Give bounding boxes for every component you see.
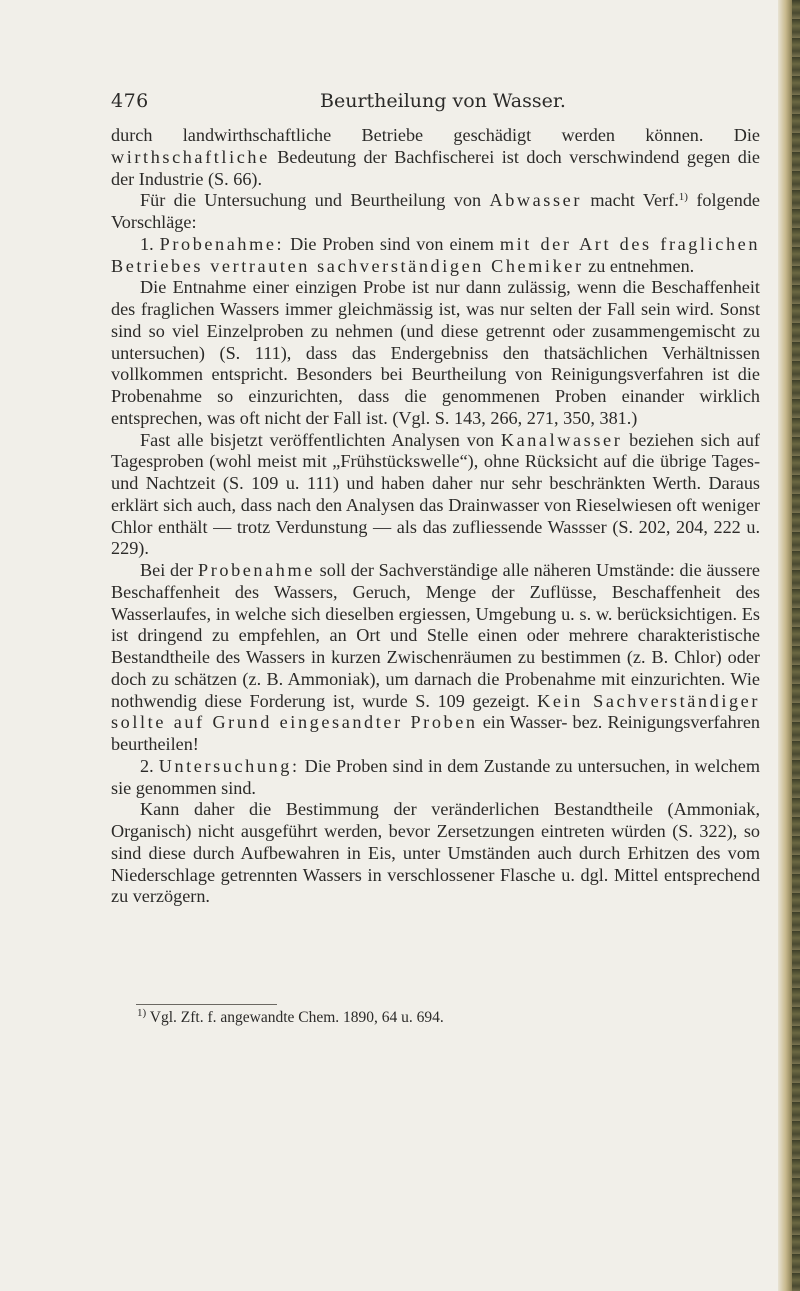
spaced-emphasis: wirthschaftliche [111, 146, 270, 167]
paragraph-1: durch landwirthschaftliche Betriebe geschädigt werden können. Die wirthschaftliche Bedeutung der Bachfischerei ist doch verschwindend gegen die der Industrie (S. 66). [111, 125, 760, 189]
section-heading: Probenahme: [159, 233, 285, 254]
page-header [0, 90, 770, 116]
paragraph-5: Fast alle bisjetzt veröffentlichten Analysen von Kanalwasser beziehen sich auf Tagesproben (wohl meist mit „Frühstückswelle“), ohne Rücksicht auf die übrige Tages- und Nachtzeit (S. 109 u. 111) und haben daher nur sehr beschränkten Werth. Daraus erklärt sich auch, dass nach den Analysen das Drainwasser von Rieselwiesen oft weniger Chlor enthält — trotz Verdunstung — als das zufliessende Wassser (S. 202, 204, 222 u. 229). [111, 429, 760, 559]
spaced-emphasis: Kanalwasser [500, 429, 623, 450]
paragraph-6: Bei der Probenahme soll der Sachverständige alle näheren Umstände: die äussere Beschaffenheit des Wassers, Geruch, Menge der Zuflüsse, Beschaffenheit des Wasserlaufes, in welche sich dieselben ergiessen, Umgebung u. s. w. berücksichtigen. Es ist dringend zu empfehlen, an Ort und Stelle einen oder mehrere charakteristische Bestandtheile des Wassers in kurzen Zwischenräumen zu bestimmen (z. B. Chlor) oder doch zu schätzen (z. B. Ammoniak), um darnach die Probenahme mit einzurichten. Wie nothwendig diese Forderung ist, wurde S. 109 gezeigt. Kein Sachverständiger sollte auf Grund eingesandter Proben ein Wasser- bez. Reinigungsverfahren beurtheilen! [111, 560, 760, 754]
footnote [137, 1008, 757, 1028]
footnote-reference: 1) [678, 191, 688, 204]
body-text [111, 125, 760, 908]
footnote-text: Vgl. Zft. f. angewandte Chem. 1890, 64 u. 694. [146, 1009, 444, 1026]
page-number: 476 [111, 90, 149, 112]
running-title: Beurtheilung von Wasser. [320, 90, 566, 112]
paragraph-3: 1. Probenahme: Die Proben sind von einem mit der Art des fraglichen Betriebes vertrauten sachverständigen Chemiker zu entnehmen. [111, 233, 761, 276]
spaced-emphasis: Abwasser [489, 190, 582, 211]
footnote-divider [136, 1004, 277, 1005]
page-edge-binding [778, 0, 800, 1291]
footnote-marker: 1) [137, 1007, 147, 1019]
paragraph-7: 2. Untersuchung: Die Proben sind in dem Zustande zu untersuchen, in welchem sie genommen sind. [111, 755, 760, 798]
spaced-emphasis: Kein Sachverständiger sollte auf Grund eingesandter Proben [111, 690, 760, 733]
spaced-emphasis: Probenahme [198, 560, 315, 580]
spaced-emphasis: mit der Art des fraglichen Betriebes vertrauten sachverständigen Chemiker [111, 233, 761, 276]
paragraph-8: Kann daher die Bestimmung der veränderlichen Bestandtheile (Ammoniak, Organisch) nicht ausgeführt werden, bevor Zersetzungen eintreten würden (S. 322), so sind diese durch Aufbewahren in Eis, unter Umständen auch durch Erhitzen des vom Niederschlage getrennten Wassers in verschlossener Flasche u. dgl. Mittel entsprechend zu verzögern. [111, 799, 760, 907]
paragraph-4: Die Entnahme einer einzigen Probe ist nur dann zulässig, wenn die Beschaffenheit des fraglichen Wassers immer gleichmässig ist, was nur selten der Fall sein wird. Sonst sind so viel Einzelproben zu nehmen (und diese getrennt oder zusammengemischt zu untersuchen) (S. 111), dass das Endergebniss den thatsächlichen Verhältnissen vollkommen entspricht. Besonders bei Beurtheilung von Reinigungsverfahren ist die Probenahme so einzurichten, dass die genommenen Proben einander wirklich entsprechen, was oft nicht der Fall ist. (Vgl. S. 143, 266, 271, 350, 381.) [111, 277, 760, 428]
paragraph-2: Für die Untersuchung und Beurtheilung von Abwasser macht Verf.$^{1)}$ folgende Vorschläge: [111, 190, 760, 232]
section-heading: Untersuchung: [158, 755, 300, 776]
